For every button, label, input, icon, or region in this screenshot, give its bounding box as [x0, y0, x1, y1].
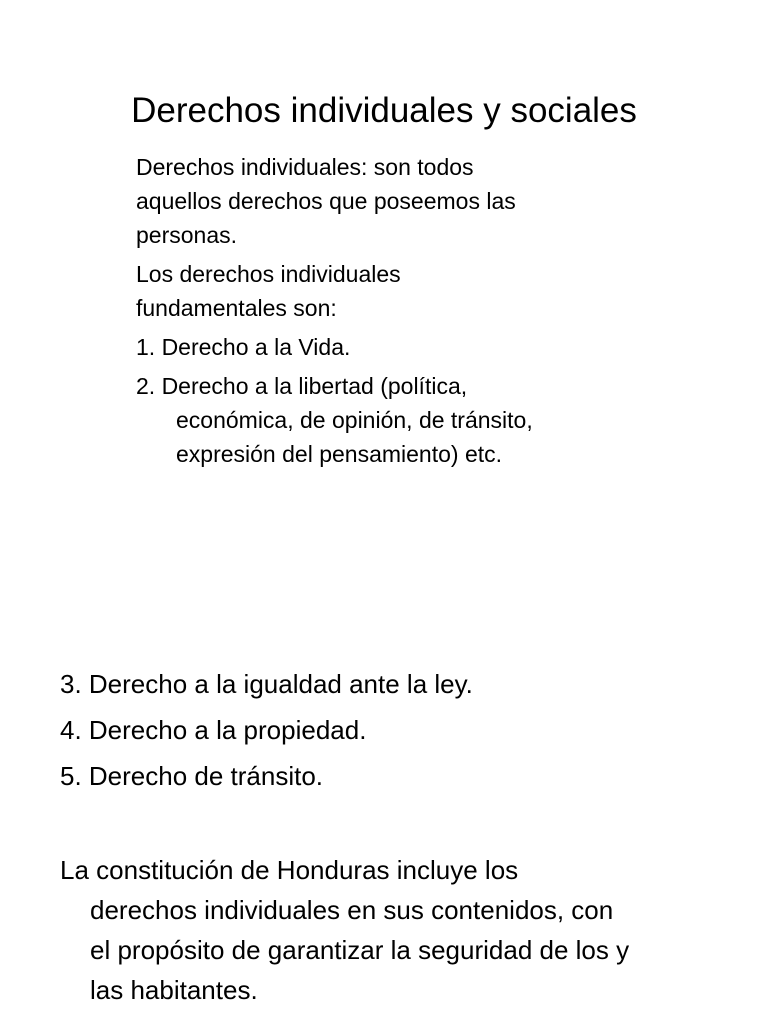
text-line: Los derechos individuales: [136, 261, 401, 287]
text-line: personas.: [136, 222, 238, 248]
text-line: expresión del pensamiento) etc.: [176, 441, 503, 467]
slide-title: Derechos individuales y sociales: [131, 91, 637, 130]
fundamentals-intro: [136, 257, 736, 325]
list-item: 5. Derecho de tránsito.: [60, 761, 324, 791]
text-line: La constitución de Honduras incluye los: [60, 855, 519, 885]
text-line: las habitantes.: [90, 975, 258, 1005]
text-line: derechos individuales en sus contenidos, con: [90, 895, 614, 925]
text-line: el propósito de garantizar la seguridad de los y: [90, 935, 630, 965]
rights-list: [60, 662, 740, 800]
list-item: 3. Derecho a la igualdad ante la ley.: [60, 669, 473, 699]
text-line: Derechos individuales: son todos: [136, 154, 474, 180]
text-line: 2. Derecho a la libertad (política,: [136, 373, 468, 399]
list-item: 4. Derecho a la propiedad.: [60, 715, 367, 745]
text-line: económica, de opinión, de tránsito,: [176, 407, 533, 433]
text-line: fundamentales son:: [136, 295, 337, 321]
slide-2: [0, 640, 768, 1024]
closing-paragraph: [60, 850, 750, 1010]
definition-paragraph: [136, 150, 736, 252]
list-item: [136, 369, 736, 471]
text-line: aquellos derechos que poseemos las: [136, 188, 516, 214]
slide-body: [136, 150, 736, 471]
list-item: 1. Derecho a la Vida.: [136, 334, 351, 360]
